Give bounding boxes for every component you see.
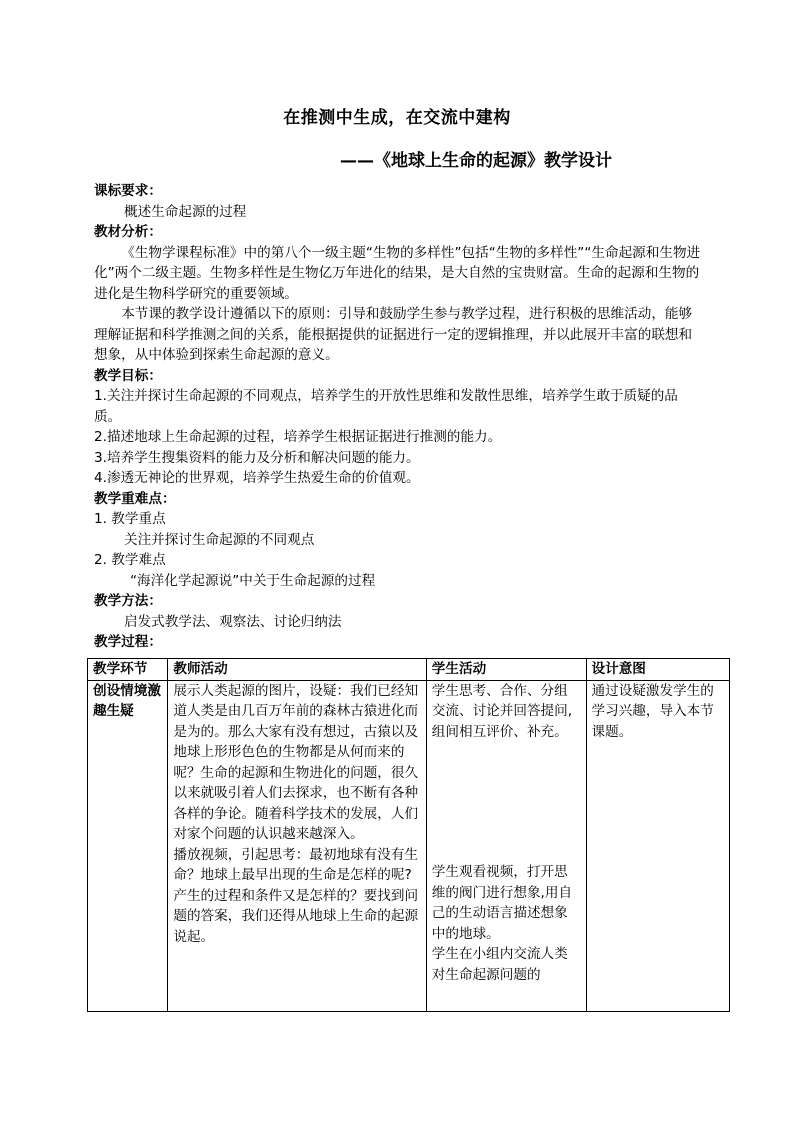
spacer	[432, 782, 581, 802]
teacher-activity-paragraph-2: 播放视频，引起思考：最初地球有没有生命？地球上最早出现的生命是怎样的呢?产生的过程和条件又是怎样的？要找到问题的答案，我们还得从地球上生命的起源说起。	[173, 846, 419, 945]
key-point-label: 1. 教学重点	[94, 511, 166, 527]
methods-heading: 教学方法：	[94, 593, 162, 609]
spacer	[432, 822, 581, 842]
process-heading: 教学过程：	[94, 634, 162, 650]
document-subtitle: ——《地球上生命的起源》教学设计	[340, 151, 612, 171]
teacher-activity-paragraph-1: 展示人类起源的图片，设疑：我们已经知道人类是由几百万年前的森林古猿进化而是为的。那么大家有没有想过，古猿以及地球上形形色色的生物都是从何而来的呢？生命的起源和生物进化的问题，很久以来就吸引着人们去探求，也不断有各种各样的争论。随着科学技术的发展，人们对家个问题的认识越来越深入。	[173, 682, 419, 842]
analysis-paragraph-2: 本节课的教学设计遵循以下的原则：引导和鼓励学生参与教学过程，进行积极的思维活动，能够理解证据和科学推测之间的关系，能根据提供的证据进行一定的逻辑推理，并以此展开丰富的联想和想象，从中体验到探索生命起源的意义。	[94, 306, 693, 363]
difficult-point-label: 2. 教学难点	[94, 552, 166, 568]
objective-item-3: 3.培养学生搜集资料的能力及分析和解决问题的能力。	[94, 449, 420, 466]
stage-cell: 创设情境激趣生疑	[88, 680, 168, 1011]
objective-item-1: 1.关注并探讨生命起源的不同观点，培养学生的开放性思维和发散性思维，培养学生敢于质疑的品质。	[94, 388, 678, 425]
table-row	[88, 680, 730, 1011]
methods-text: 启发式教学法、观察法、讨论归纳法	[124, 613, 342, 630]
header-design-intent: 设计意图	[586, 659, 729, 681]
objectives-heading: 教学目标：	[94, 367, 162, 384]
student-activity-paragraph-1: 学生思考、合作、分组交流、讨论并回答提问,组间相互评价、补充。	[431, 682, 573, 740]
student-activity-cell	[426, 680, 586, 1011]
key-point-text: 关注并探讨生命起源的不同观点	[124, 531, 315, 548]
curriculum-heading: 课标要求：	[94, 183, 162, 199]
analysis-heading: 教材分析：	[94, 224, 162, 240]
document-body	[94, 181, 704, 653]
objective-item-4: 4.渗透无神论的世界观，培养学生热爱生命的价值观。	[94, 470, 420, 486]
spacer	[432, 802, 581, 822]
curriculum-text: 概述生命起源的过程	[124, 203, 247, 220]
spacer	[432, 842, 581, 862]
header-student-activity: 学生活动	[426, 659, 586, 681]
design-intent-cell: 通过设疑激发学生的学习兴趣，导入本节课题。	[586, 680, 729, 1011]
document-title: 在推测中生成，在交流中建构	[283, 108, 511, 128]
header-teacher-activity: 教师活动	[168, 659, 426, 681]
teacher-activity-cell	[168, 680, 426, 1011]
spacer	[432, 742, 581, 762]
table-header-row	[88, 659, 730, 681]
keypoints-heading: 教学重难点：	[94, 490, 176, 507]
teaching-process-table	[87, 658, 730, 1012]
analysis-paragraph-1: 《生物学课程标准》中的第八个一级主题“生物的多样性”包括“生物的多样性”“生命起源和生物进化”两个二级主题。生物多样性是生物亿万年进化的结果，是大自然的宝贵财富。生命的起源和生物的进化是生物科学研究的重要领域。	[94, 244, 701, 302]
student-activity-paragraph-2: 学生观看视频，打开思维的阀门进行想象,用自己的生动语言描述想象中的地球。	[431, 864, 573, 942]
objective-item-2: 2.描述地球上生命起源的过程，培养学生根据证据进行推测的能力。	[94, 429, 502, 445]
student-activity-paragraph-3: 学生在小组内交流人类对生命起源问题的	[431, 946, 568, 983]
header-stage: 教学环节	[88, 659, 168, 681]
spacer	[432, 762, 581, 782]
difficult-point-text: “海洋化学起源说”中关于生命起源的过程	[130, 572, 376, 589]
